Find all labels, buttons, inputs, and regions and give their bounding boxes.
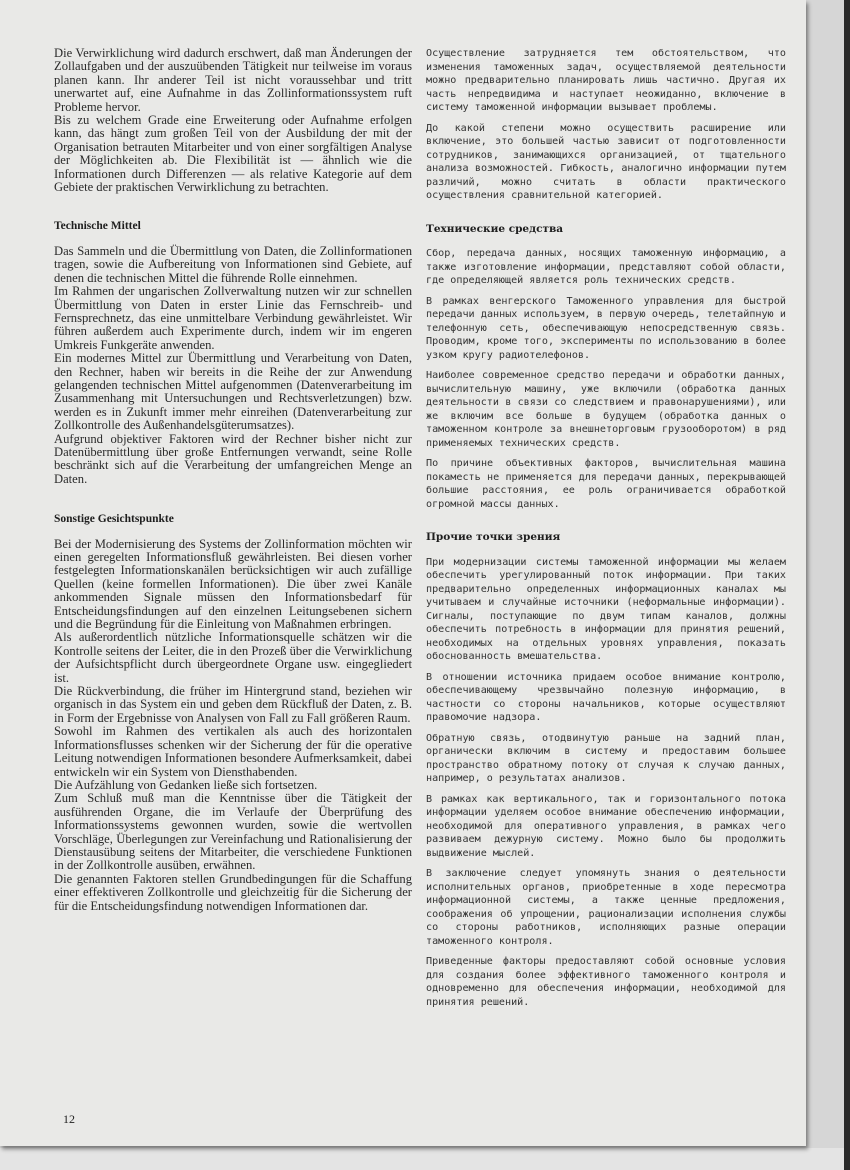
paragraph: В заключение следует упомянуть знания о деятельности исполнительных органов, приобретенные в ходе пересмотра информационной системы, а также ценные предложения, соображения об упрощении, рационализации исполнения службы со стороны работников, исполняющих разные операции таможенного контроля. [426,868,786,947]
section-heading: Sonstige Gesichtspunkte [54,513,174,526]
paragraph: Aufgrund objektiver Faktoren wird der Rechner bisher nicht zur Datenübermittlung über große Entfernungen verwandt, seine Rolle beschränkt sich auf die Verarbeitung der umfangreichen Menge an Daten. [54,431,412,486]
paragraph: Im Rahmen der ungarischen Zollverwaltung nutzen wir zur schnellen Übermittlung von Daten in erster Linie das Fernschreib- und Fernsprechnetz, das eine unmittelbare Verbindung gewährleistet. Wir führen außerdem auch Experimente durch, indem wir im engeren Umkreis Funkgeräte anwenden. [54,284,412,352]
scanner-edge [844,0,850,1170]
german-column [54,47,412,913]
paragraph: Die genannten Faktoren stellen Grundbedingungen für die Schaffung einer effektiveren Zollkontrolle und gleichzeitig für die Sicherung der für die Entscheidungsfindung notwendigen Informationen dar. [54,871,412,913]
paragraph: В рамках как вертикального, так и горизонтального потока информации уделяем особое внимание обеспечению информации, необходимой для оперативного управления, в рамках чего развиваем дежурную систему. Можно было бы продолжить выдвижение мыслей. [426,793,786,859]
paragraph: Als außerordentlich nützliche Informationsquelle schätzen wir die Kontrolle seitens der Leiter, die in den Prozeß über die Verwirklichung der Aufsichtspflicht durch übergeordnete Organe usw. eingegliedert ist. [54,630,412,685]
paragraph: Zum Schluß muß man die Kenntnisse über die Tätigkeit der ausführenden Organe, die im Verlaufe der Überprüfung des Informationssystems gewonnen wurden, sowie die wertvollen Vorschläge, Überlegungen zur Vereinfachung und Rationalisierung der Dienstausübung seitens der Mitarbeiter, die verschiedene Funktionen in der Zollkontrolle ausüben, erwähnen. [54,791,412,873]
paragraph: Die Rückverbindung, die früher im Hintergrund stand, beziehen wir organisch in das System ein und geben dem Rückfluß der Daten, z. B. in Form der Ergebnisse von Analysen von Fall zu Fall größeren Raum. [54,684,412,725]
paragraph: Bis zu welchem Grade eine Erweiterung oder Aufnahme erfolgen kann, das hängt zum großen Teil von der Ausbildung der mit der Organisation betrauten Mitarbeiter und von einer sorgfältigen Analyse der Möglichkeiten ab. Die Flexibilität ist — ähnlich wie die Informationen durch Differenzen — als relative Kategorie auf dem Gebiete der praktischen Verwirklichung zu betrachten. [54,113,412,195]
paragraph: Die Verwirklichung wird dadurch erschwert, daß man Änderungen der Zollaufgaben und der auszuübenden Tätigkeit nur teilweise im voraus planen kann. Ihr anderer Teil ist nicht voraussehbar und tritt unerwartet auf, eine Aufnahme in das Zollinformationssystem ruft Probleme hervor. [54,46,412,114]
page-number: 12 [63,1112,75,1126]
paragraph: До какой степени можно осуществить расширение или включение, это большей частью зависит от подготовленности сотрудников, занимающихся организацией, от тщательного анализа возможностей. Гибкость, аналогично информации путем различий, можно считать в области практического осуществления сравнительной категорией. [426,122,786,201]
paragraph: В отношении источника придаем особое внимание контролю, обеспечивающему чрезвычайно полезную информацию, в частности со стороны начальников, которые осуществляют правомочие надзора. [426,671,786,723]
paragraph: Bei der Modernisierung des Systems der Zollinformation möchten wir einen geregelten Informationsfluß gewährleisten. Bei diesen vorher festgelegten Informationskanälen berücksichtigen wir auch zufällige Quellen (keine formellen Informationen). Die über zwei Kanäle ankommenden Signale müssen den Informationsbedarf für Entscheidungsfindungen auf den einzelnen Leitungsebenen sichern und die Begründung für die Einleitung von Maßnahmen erbringen. [54,536,412,632]
paragraph: По причине объективных факторов, вычислительная машина покаместь не применяется для передачи данных, перекрывающей большие расстояния, ее роль ограничивается обработкой огромной массы данных. [426,458,786,510]
paragraph: Наиболее современное средство передачи и обработки данных, вычислительную машину, уже включили (обработка данных деятельности в связи со следствием и правонарушениями), или же включим все больше в будущем (обработка данных о таможенном контроле за внешнеторговым грузооборотом) в ряд применяемых технических средств. [426,370,786,449]
paragraph: Осуществление затрудняется тем обстоятельством, что изменения таможенных задач, осуществляемой деятельности можно предварительно планировать лишь частично. Другая их часть непредвидима и наступает неожиданно, включение в систему таможенной информации вызывает проблемы. [426,48,786,113]
paragraph: В рамках венгерского Таможенного управления для быстрой передачи данных используем, в первую очередь, телетайпную и телефонную сеть, обеспечивающую непосредственную связь. Проводим, кроме того, эксперименты по использованию в более узком кругу радиотелефонов. [426,295,786,361]
russian-column [426,47,786,1016]
paragraph: Die Aufzählung von Gedanken ließe sich fortsetzen. [54,777,318,792]
paragraph: Обратную связь, отодвинутую раньше на задний план, органически включим в систему и предоставим большее пространство обратному потоку от случая к случаю данных, например, о результатах анализов. [426,732,786,784]
paragraph: Приведенные факторы предоставляют собой основные условия для создания более эффективного таможенного контроля и одновременно для обеспечения информации, необходимой для принятия решений. [426,956,786,1008]
paragraph: Das Sammeln und die Übermittlung von Daten, die Zollinformationen tragen, sowie die Aufbereitung von Informationen sind Gebiete, auf denen die technischen Mittel die führende Rolle einnehmen. [54,243,412,285]
paragraph: Ein modernes Mittel zur Übermittlung und Verarbeitung von Daten, den Rechner, haben wir bereits in die Reihe der zur Anwendung gelangenden technischen Mittel aufgenommen (Datenverarbeitung im Zusammenhang mit Untersuchungen und Rechtsverletzungen) bzw. werden es in Zukunft immer mehr einreihen (Datenverarbeitung zur Zollkontrolle des Außenhandelsgüterumsatzes). [54,351,412,433]
paragraph: Сбор, передача данных, носящих таможенную информацию, а также изготовление информации, представляют собой области, где определяющей является роль технических средств. [426,248,786,286]
paragraph: Sowohl im Rahmen des vertikalen als auch des horizontalen Informationsflusses schenken wir der Sicherung der für die operative Leitung notwendigen Informationen besondere Aufmerksamkeit, dabei entwickeln wir ein System von Diensthabenden. [54,724,412,779]
scanner-background [0,1148,844,1170]
paragraph: При модернизации системы таможенной информации мы желаем обеспечить урегулированный поток информации. При таких предварительно определенных информационных каналах мы учитываем и случайные источники (неформальные информации). Сигналы, поступающие по двум типам каналов, должны обеспечить потребность в информации для принятия решений, необходимых на отдельных уровнях управления, показать обоснованность вмешательства. [426,556,786,662]
section-heading: Технические средства [426,222,564,235]
section-heading: Technische Mittel [54,220,141,233]
section-heading: Прочие точки зрения [426,531,561,543]
